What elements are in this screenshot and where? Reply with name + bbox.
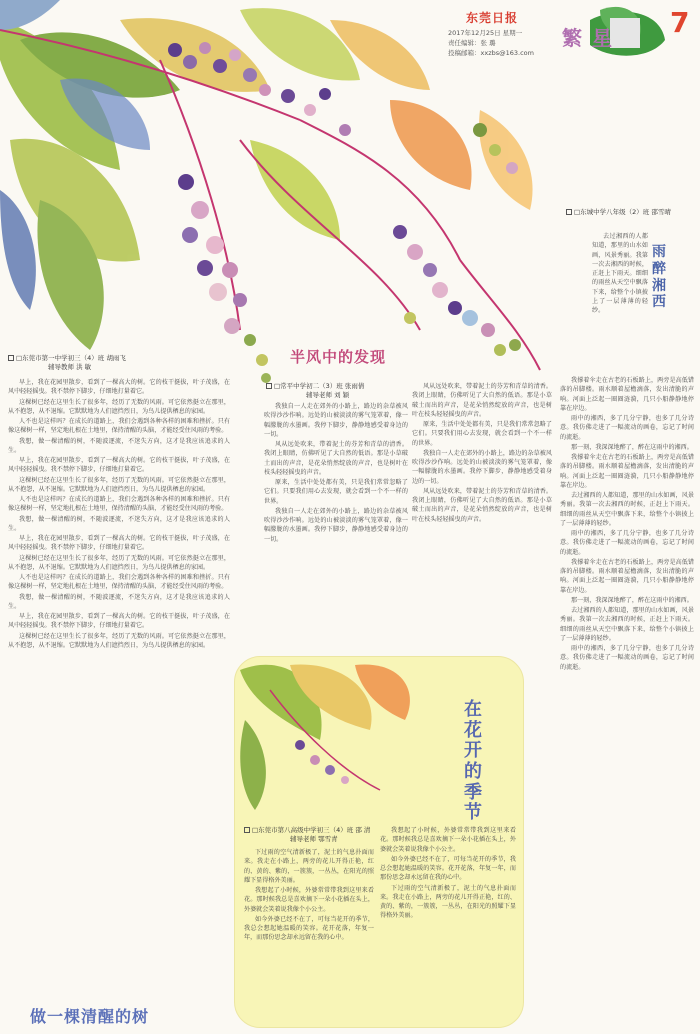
rain-byline: □东城中学八年级（2）班 邵雪晴	[566, 208, 671, 217]
masthead	[436, 6, 636, 60]
wind-article-title: 半风中的发现	[290, 348, 387, 366]
rain-article-lead: 去过湘西的人都知道，那里的山水如画，风景秀丽。我第一次去湘西的时候，正赶上下雨天。细细的雨丝从天空中飘落下来，给整个小镇披上了一层薄薄的轻纱。	[592, 233, 648, 314]
rain-article-title: 雨醉湘西	[652, 244, 666, 311]
submission-email: 投稿邮箱：xxzbs@163.com	[448, 49, 534, 57]
page-number: 7	[670, 6, 690, 39]
tree-byline: □东莞市第一中学初三（4）班 胡雨飞 辅导教师 洪 敏	[8, 354, 126, 373]
wind-byline: □常平中学初二（3）班 张雨倩 辅导老师 刘 颖	[266, 382, 364, 401]
editor-credit: 责任编辑：张 璐	[448, 39, 496, 47]
section-title: 繁星	[562, 26, 622, 50]
tree-article-title: 做一棵清醒的树	[30, 1007, 150, 1026]
issue-date: 2017年12月25日 星期一	[448, 29, 523, 37]
flower-article-column-1: 下过雨的空气清新极了，泥土的气息扑面而来。我走在小路上，两旁的花儿开得正艳，红的、黄的、紫的，一簇簇，一丛丛，在阳光的照耀下显得格外美丽。 我想起了小时候，外婆常常带我到这里来看花。那时候我总是喜欢摘下一朵小花插在头上，外婆就会笑着说我像个小公主。 如今外婆已经不在了，可每当花开的季节，我总会想起她温暖的笑容。花开花落，年复一年，而那份思念却永远留在我的心中。	[244, 849, 374, 942]
wind-article-column-2: 风从远处吹来，带着泥土的芬芳和青草的清香。我闭上眼睛，仿佛听见了大自然的低语。那是小草破土而出的声音，是花朵悄然绽放的声音，也是树叶在枝头轻轻摇曳的声音。 原来，生活中处处都有美，只是我们常常忽略了它们。只要我们用心去发现，就会看到一个不一样的世界。 我独自一人走在郊外的小路上，路边的杂草被风吹得沙沙作响。远处的山被淡淡的雾气笼罩着，像一幅朦胧的水墨画。我停下脚步，静静地感受着身边的一切。 风从远处吹来，带着泥土的芬芳和青草的清香。我闭上眼睛，仿佛听见了大自然的低语。那是小草破土而出的声音，是花朵悄然绽放的声音，也是树叶在枝头轻轻摇曳的声音。	[412, 383, 552, 523]
berry-cluster-illustration	[168, 42, 521, 383]
newspaper-logo: 东莞日报	[466, 11, 519, 25]
flower-article-title: 在花开的季节	[464, 699, 482, 824]
tree-article-body: 早上，我在花园里散步，看到了一棵高大的树。它的枝干挺拔，叶子茂盛，在风中轻轻摇曳。我不禁停下脚步，仔细地打量着它。 这棵树已经在这里生长了很多年，经历了无数的风雨。可它依然挺立在那里，从不抱怨，从不退缩。它默默地为人们遮挡烈日，为鸟儿提供栖息的家园。 人不也是这样吗？在成长的道路上，我们会遇到各种各样的困难和挫折。只有像这棵树一样，坚定地扎根在土地里，保持清醒的头脑，才能经受住风雨的考验。 我想，做一棵清醒的树，不随波逐流，不迷失方向，这才是我应该追求的人生。 早上，我在花园里散步，看到了一棵高大的树。它的枝干挺拔，叶子茂盛，在风中轻轻摇曳。我不禁停下脚步，仔细地打量着它。 这棵树已经在这里生长了很多年，经历了无数的风雨。可它依然挺立在那里，从不抱怨，从不退缩。它默默地为人们遮挡烈日，为鸟儿提供栖息的家园。 人不也是这样吗？在成长的道路上，我们会遇到各种各样的困难和挫折。只有像这棵树一样，坚定地扎根在土地里，保持清醒的头脑，才能经受住风雨的考验。 我想，做一棵清醒的树，不随波逐流，不迷失方向，这才是我应该追求的人生。 早上，我在花园里散步，看到了一棵高大的树。它的枝干挺拔，叶子茂盛，在风中轻轻摇曳。我不禁停下脚步，仔细地打量着它。 这棵树已经在这里生长了很多年，经历了无数的风雨。可它依然挺立在那里，从不抱怨，从不退缩。它默默地为人们遮挡烈日，为鸟儿提供栖息的家园。 人不也是这样吗？在成长的道路上，我们会遇到各种各样的困难和挫折。只有像这棵树一样，坚定地扎根在土地里，保持清醒的头脑，才能经受住风雨的考验。 我想，做一棵清醒的树，不随波逐流，不迷失方向，这才是我应该追求的人生。 早上，我在花园里散步，看到了一棵高大的树。它的枝干挺拔，叶子茂盛，在风中轻轻摇曳。我不禁停下脚步，仔细地打量着它。 这棵树已经在这里生长了很多年，经历了无数的风雨。可它依然挺立在那里，从不抱怨，从不退缩。它默默地为人们遮挡烈日，为鸟儿提供栖息的家园。	[8, 379, 230, 649]
wind-article-column-1: 我独自一人走在郊外的小路上，路边的杂草被风吹得沙沙作响。远处的山被淡淡的雾气笼罩着，像一幅朦胧的水墨画。我停下脚步，静静地感受着身边的一切。 风从远处吹来，带着泥土的芬芳和青草的清香。我闭上眼睛，仿佛听见了大自然的低语。那是小草破土而出的声音，是花朵悄然绽放的声音，也是树叶在枝头轻轻摇曳的声音。 原来，生活中处处都有美，只是我们常常忽略了它们。只要我们用心去发现，就会看到一个不一样的世界。 我独自一人走在郊外的小路上，路边的杂草被风吹得沙沙作响。远处的山被淡淡的雾气笼罩着，像一幅朦胧的水墨画。我停下脚步，静静地感受着身边的一切。	[264, 403, 408, 543]
flower-article-column-2: 我想起了小时候，外婆常常带我到这里来看花。那时候我总是喜欢摘下一朵小花插在头上，外婆就会笑着说我像个小公主。 如今外婆已经不在了，可每当花开的季节，我总会想起她温暖的笑容。花开花落，年复一年，而那份思念却永远留在我的心中。 下过雨的空气清新极了，泥土的气息扑面而来。我走在小路上，两旁的花儿开得正艳，红的、黄的、紫的，一簇簇，一丛丛，在阳光的照耀下显得格外美丽。	[380, 827, 516, 920]
flower-byline: □东莞市第八高级中学初三（4）班 邵 清 辅导老师 鄂雪青	[244, 826, 370, 845]
rain-article-body: 我撑着伞走在古老的石板路上，两旁是高低错落的吊脚楼。雨水顺着屋檐滴落，发出清脆的声响。河面上泛起一圈圈涟漪，几只小船静静地停靠在岸边。 雨中的湘西，多了几分宁静，也多了几分诗意。我仿佛走进了一幅流动的画卷，忘记了时间的流逝。 那一刻，我深深地醉了，醉在这雨中的湘西。 我撑着伞走在古老的石板路上，两旁是高低错落的吊脚楼。雨水顺着屋檐滴落，发出清脆的声响。河面上泛起一圈圈涟漪，几只小船静静地停靠在岸边。 去过湘西的人都知道，那里的山水如画，风景秀丽。我第一次去湘西的时候，正赶上下雨天。细细的雨丝从天空中飘落下来，给整个小镇披上了一层薄薄的轻纱。 雨中的湘西，多了几分宁静，也多了几分诗意。我仿佛走进了一幅流动的画卷，忘记了时间的流逝。 我撑着伞走在古老的石板路上，两旁是高低错落的吊脚楼。雨水顺着屋檐滴落，发出清脆的声响。河面上泛起一圈圈涟漪，几只小船静静地停靠在岸边。 那一刻，我深深地醉了，醉在这雨中的湘西。 去过湘西的人都知道，那里的山水如画，风景秀丽。我第一次去湘西的时候，正赶上下雨天。细细的雨丝从天空中飘落下来，给整个小镇披上了一层薄薄的轻纱。 雨中的湘西，多了几分宁静，也多了几分诗意。我仿佛走进了一幅流动的画卷，忘记了时间的流逝。	[560, 377, 694, 671]
